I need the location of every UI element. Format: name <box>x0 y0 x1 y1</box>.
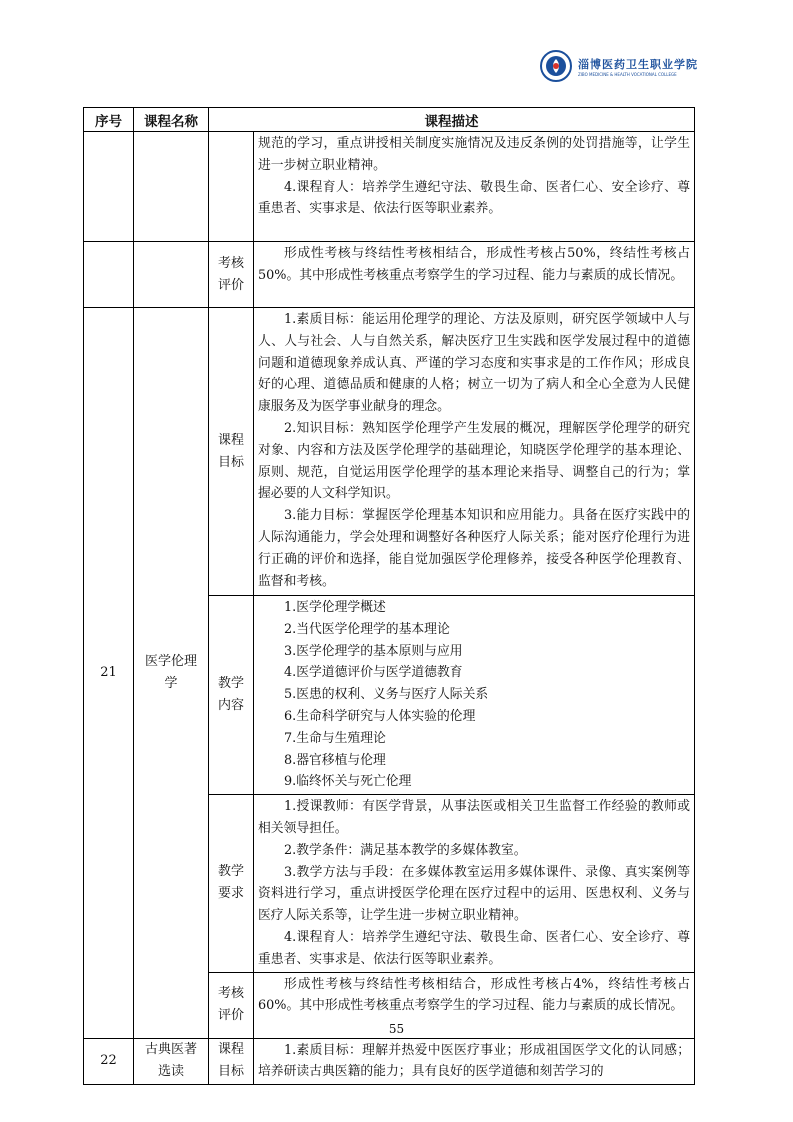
table-row <box>84 132 695 242</box>
cont-num <box>84 132 134 242</box>
content-item: 6.生命科学研究与人体实验的伦理 <box>284 708 476 724</box>
school-name-en: ZIBO MEDICINE & HEALTH VOCATIONAL COLLEGE <box>578 71 677 77</box>
row21-content <box>254 596 695 795</box>
table-row <box>84 308 695 596</box>
req-item: 2.教学条件：满足基本教学的多媒体教室。 <box>284 842 527 858</box>
content-item: 8.器官移植与伦理 <box>284 752 386 768</box>
cont-line: 4.课程育人：培养学生遵纪守法、敬畏生命、医者仁心、安全诊疗、尊重患者、实事求是、依法行医等职业素养。 <box>258 179 690 217</box>
content-item: 2.当代医学伦理学的基本理论 <box>284 621 450 637</box>
cont-name <box>134 132 209 242</box>
school-name-cn: 淄博医药卫生职业学院 <box>578 57 698 71</box>
goal-item: 3.能力目标：掌握医学伦理基本知识和应用能力。具备在医疗实践中的人际沟通能力，学会处理和调整好各种医疗人际关系；能对医疗伦理行为进行正确的评价和选择，能自觉加强医学伦理修养，接受各种医学伦理教育、监督和考核。 <box>258 508 690 589</box>
cont-line: 规范的学习，重点讲授相关制度实施情况及违反条例的处罚措施等，让学生进一步树立职业精神。 <box>258 136 690 173</box>
row22-num: 22 <box>84 1038 134 1085</box>
school-logo <box>540 46 720 86</box>
cont-num <box>84 242 134 308</box>
content-item: 4.医学道德评价与医学道德教育 <box>284 665 463 681</box>
row22-goal-text: 1.素质目标：理解并热爱中医医疗事业；形成祖国医学文化的认同感；培养研读古典医籍的能力；具有良好的医学道德和刻苦学习的 <box>254 1038 695 1085</box>
req-item: 4.课程育人：培养学生遵纪守法、敬畏生命、医者仁心、安全诊疗、尊重患者、实事求是、依法行医等职业素养。 <box>258 929 690 967</box>
cont-assess-text: 形成性考核与终结性考核相结合，形成性考核占50%，终结性考核占50%。其中形成性考核重点考察学生的学习过程、能力与素质的成长情况。 <box>254 242 695 308</box>
page-number: 55 <box>388 1022 405 1036</box>
header-name: 课程名称 <box>134 108 209 132</box>
row21-content-label: 教学内容 <box>209 596 254 795</box>
content-item: 5.医患的权利、义务与医疗人际关系 <box>284 687 489 703</box>
row22-goals-label: 课程目标 <box>209 1038 254 1085</box>
row21-reqs <box>254 795 695 972</box>
cont-desc <box>254 132 695 242</box>
req-item: 1.授课教师：有医学背景，从事法医或相关卫生监督工作经验的教师或相关领导担任。 <box>258 799 690 836</box>
cont-assess-label: 考核评价 <box>209 242 254 308</box>
row21-num: 21 <box>84 308 134 1039</box>
row21-req-label: 教学要求 <box>209 795 254 972</box>
content-item: 7.生命与生殖理论 <box>284 730 386 746</box>
row21-goals <box>254 308 695 596</box>
course-table <box>83 107 695 1085</box>
row21-assess-text: 形成性考核与终结性考核相结合，形成性考核占4%，终结性考核占60%。其中形成性考核重点考察学生的学习过程、能力与素质的成长情况。 <box>254 972 695 1038</box>
row22-name: 古典医著选读 <box>134 1038 209 1085</box>
table-header-row <box>84 108 695 132</box>
school-emblem-icon <box>540 50 572 82</box>
table-row <box>84 1038 695 1085</box>
header-num: 序号 <box>84 108 134 132</box>
row21-goals-label: 课程目标 <box>209 308 254 596</box>
cont-sub <box>209 132 254 242</box>
header-desc: 课程描述 <box>209 108 695 132</box>
row21-assess-label: 考核评价 <box>209 972 254 1038</box>
content-item: 3.医学伦理学的基本原则与应用 <box>284 643 463 659</box>
goal-item: 1.素质目标：能运用伦理学的理论、方法及原则，研究医学领域中人与人、人与社会、人与自然关系，解决医疗卫生实践和医学发展过程中的道德问题和道德现象养成认真、严谨的学习态度和实事求是的工作作风；形成良好的心理、道德品质和健康的人格；树立一切为了病人和全心全意为人民健康服务及为医学事业献身的理念。 <box>258 312 690 415</box>
content-item: 1.医学伦理学概述 <box>284 600 386 615</box>
req-item: 3.教学方法与手段：在多媒体教室运用多媒体课件、录像、真实案例等资料进行学习，重点讲授医学伦理在医疗过程中的运用、医患权利、义务与医疗人际关系等，让学生进一步树立职业精神。 <box>258 864 690 924</box>
table-row <box>84 242 695 308</box>
content-item: 9.临终怀关与死亡伦理 <box>284 774 412 790</box>
row21-name: 医学伦理学 <box>134 308 209 1039</box>
goal-item: 2.知识目标：熟知医学伦理学产生发展的概况，理解医学伦理学的研究对象、内容和方法及医学伦理学的基础理论，知晓医学伦理学的基本理论、原则、规范，自觉运用医学伦理学的基本理论来指导、调整自己的行为；掌握必要的人文科学知识。 <box>258 420 690 502</box>
cont-name <box>134 242 209 308</box>
